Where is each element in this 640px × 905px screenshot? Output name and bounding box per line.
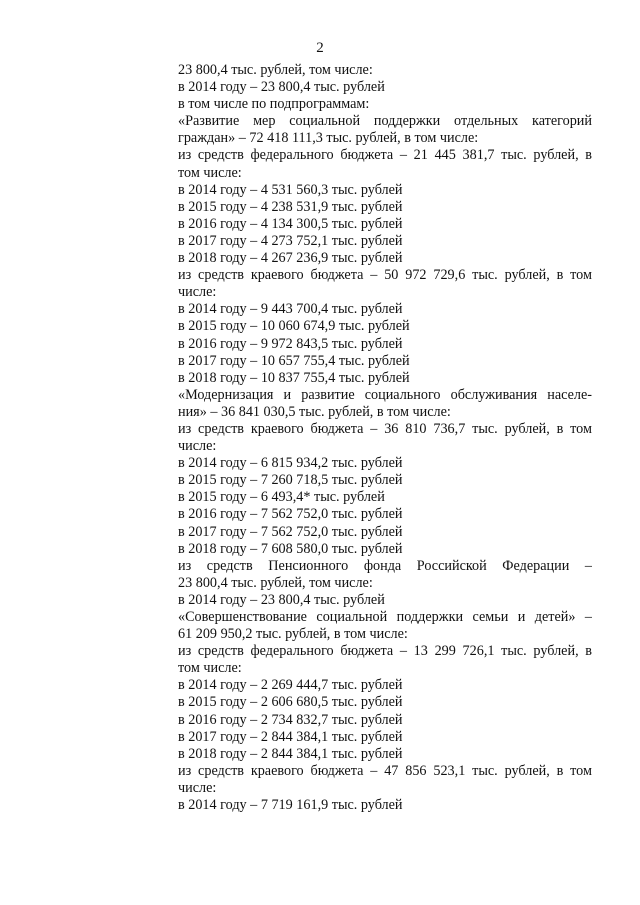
text-line: в 2017 году – 7 562 752,0 тыс. рублей (178, 523, 403, 540)
text-line: в 2014 году – 9 443 700,4 тыс. рублей (178, 301, 403, 318)
text-line: числе: (178, 284, 217, 301)
text-line: числе: (178, 438, 217, 455)
text-line: числе: (178, 779, 217, 796)
text-line: в 2017 году – 2 844 384,1 тыс. рублей (178, 728, 403, 745)
text-line: в 2016 году – 4 134 300,5 тыс. рублей (178, 215, 403, 232)
document-body (178, 62, 592, 814)
text-line: в 2018 году – 10 837 755,4 тыс. рублей (178, 369, 410, 386)
text-line: в 2018 году – 7 608 580,0 тыс. рублей (178, 540, 403, 557)
text-line: в 2015 году – 6 493,4* тыс. рублей (178, 489, 385, 506)
text-line: в 2017 году – 10 657 755,4 тыс. рублей (178, 352, 410, 369)
text-line: «Совершенствование социальной поддержки семьи и детей» – (178, 609, 592, 625)
text-line: из средств краевого бюджета – 47 856 523,1 тыс. рублей, в том (178, 762, 592, 779)
text-line: в 2014 году – 7 719 161,9 тыс. рублей (178, 797, 403, 814)
text-line: в 2015 году – 2 606 680,5 тыс. рублей (178, 694, 403, 711)
text-line: в 2014 году – 4 531 560,3 тыс. рублей (178, 181, 403, 198)
text-line: граждан» – 72 418 111,3 тыс. рублей, в том числе: (178, 130, 479, 147)
text-line: в 2016 году – 2 734 832,7 тыс. рублей (178, 711, 403, 728)
text-line: в 2014 году – 23 800,4 тыс. рублей (178, 591, 385, 608)
text-line: «Развитие мер социальной поддержки отдельных категорий (178, 113, 592, 130)
text-line: 61 209 950,2 тыс. рублей, в том числе: (178, 626, 408, 643)
text-line: в 2015 году – 10 060 674,9 тыс. рублей (178, 318, 410, 335)
text-line: из средств федерального бюджета – 13 299 726,1 тыс. рублей, в (178, 643, 592, 660)
text-line: в 2017 году – 4 273 752,1 тыс. рублей (178, 232, 403, 249)
text-line: из средств федерального бюджета – 21 445 381,7 тыс. рублей, в (178, 147, 592, 164)
text-line: «Модернизация и развитие социального обслуживания населе- (178, 386, 592, 403)
text-line: в 2014 году – 2 269 444,7 тыс. рублей (178, 677, 403, 694)
text-line: из средств Пенсионного фонда Российской Федерации – (178, 557, 592, 574)
text-line: в 2018 году – 4 267 236,9 тыс. рублей (178, 250, 403, 267)
text-line: в 2016 году – 7 562 752,0 тыс. рублей (178, 506, 403, 523)
text-line: том числе: (178, 660, 242, 677)
page-number: 2 (316, 40, 324, 56)
text-line: в 2015 году – 7 260 718,5 тыс. рублей (178, 472, 403, 489)
text-line: из средств краевого бюджета – 50 972 729,6 тыс. рублей, в том (178, 267, 592, 284)
text-line: из средств краевого бюджета – 36 810 736,7 тыс. рублей, в том (178, 420, 592, 437)
text-line: в 2014 году – 23 800,4 тыс. рублей (178, 79, 385, 96)
text-line: в том числе по подпрограммам: (178, 96, 370, 113)
text-line: 23 800,4 тыс. рублей, том числе: (178, 62, 373, 78)
text-line: в 2016 году – 9 972 843,5 тыс. рублей (178, 335, 403, 352)
text-line: том числе: (178, 164, 242, 181)
text-line: в 2018 году – 2 844 384,1 тыс. рублей (178, 745, 403, 762)
text-line: 23 800,4 тыс. рублей, том числе: (178, 574, 373, 591)
text-line: ния» – 36 841 030,5 тыс. рублей, в том числе: (178, 403, 451, 420)
text-line: в 2015 году – 4 238 531,9 тыс. рублей (178, 198, 403, 215)
text-line: в 2014 году – 6 815 934,2 тыс. рублей (178, 455, 403, 472)
